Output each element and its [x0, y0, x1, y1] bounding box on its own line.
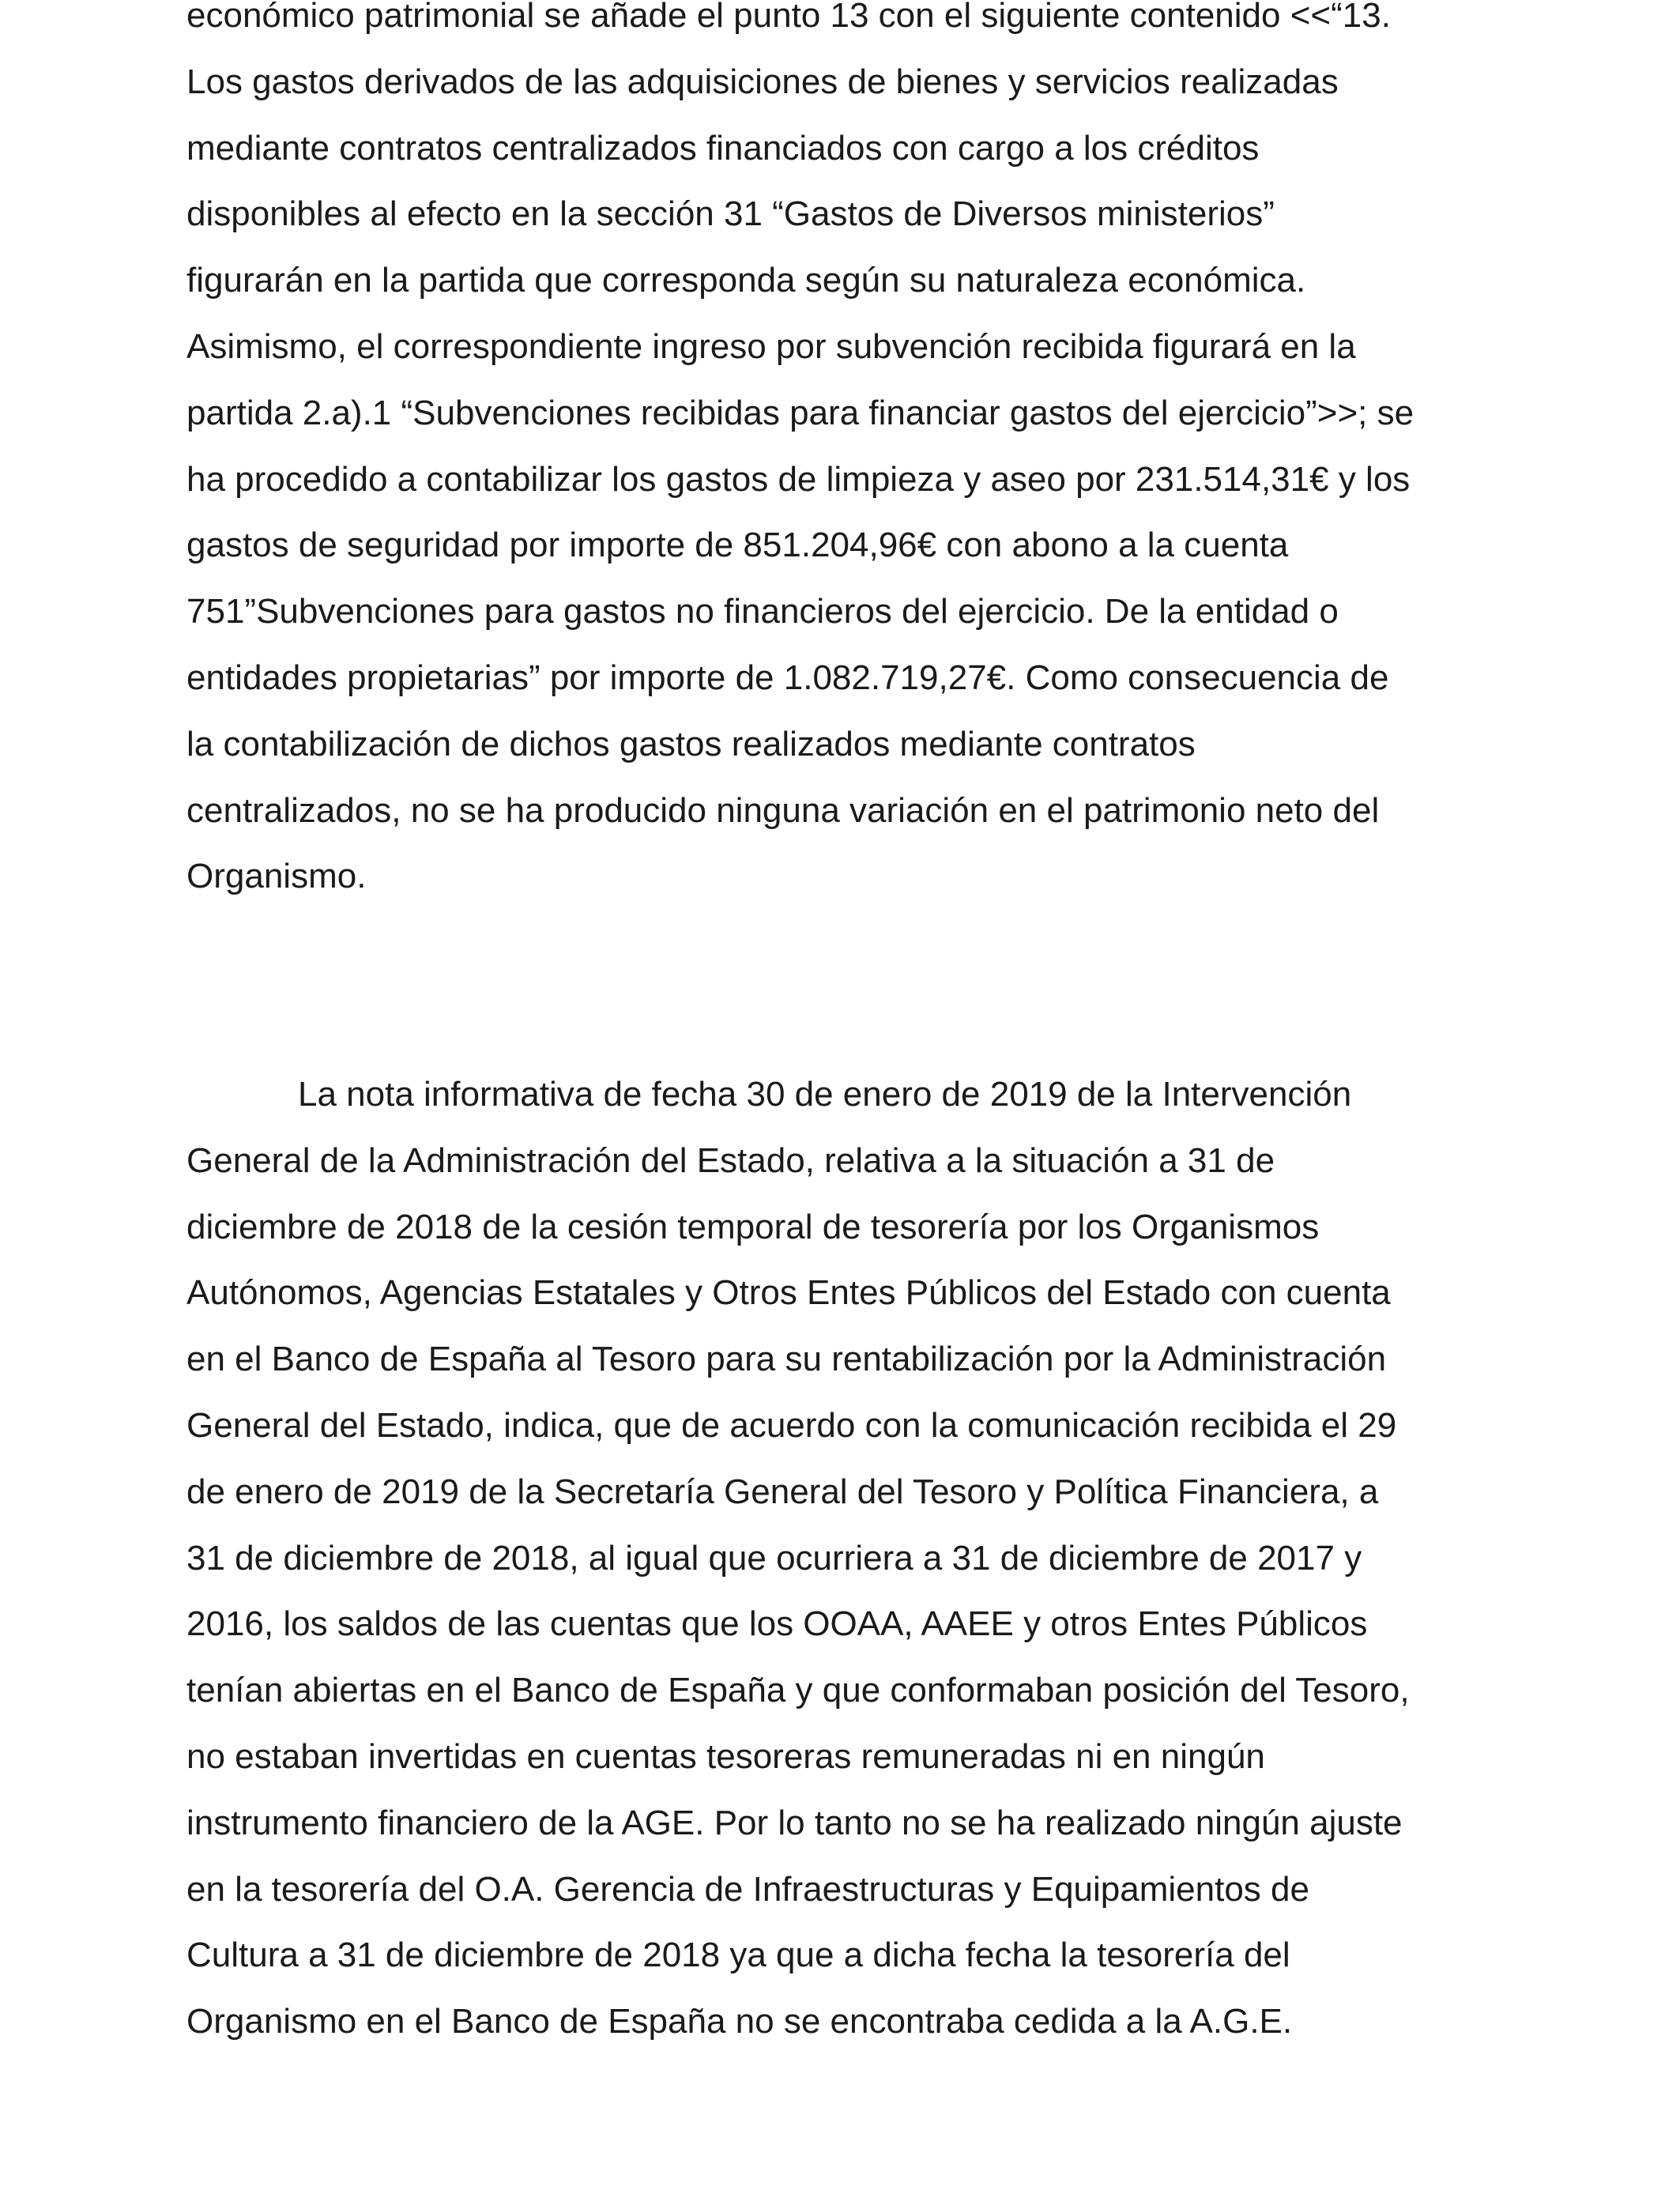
- paragraph-2-line: General del Estado, indica, que de acuerdo con la comunicación recibida el 29: [186, 1405, 1397, 1445]
- paragraph-1-line: mediante contratos centralizados financiados con cargo a los créditos: [186, 128, 1260, 168]
- paragraph-1-line: figurarán en la partida que corresponda según su naturaleza económica.: [186, 261, 1306, 300]
- paragraph-2-line: General de la Administración del Estado, relativa a la situación a 31 de: [186, 1140, 1275, 1180]
- paragraph-2-line: no estaban invertidas en cuentas tesoreras remuneradas ni en ningún: [186, 1736, 1265, 1776]
- paragraph-1-line: centralizados, no se ha producido ninguna variación en el patrimonio neto del: [186, 790, 1380, 830]
- paragraph-2-line: Autónomos, Agencias Estatales y Otros Entes Públicos del Estado con cuenta: [186, 1273, 1391, 1313]
- paragraph-2-line: Organismo en el Banco de España no se encontraba cedida a la A.G.E.: [186, 2002, 1293, 2041]
- paragraph-2-first-line: La nota informativa de fecha 30 de enero de 2019 de la Intervención: [298, 1075, 1352, 1114]
- paragraph-2-line: diciembre de 2018 de la cesión temporal de tesorería por los Organismos: [186, 1207, 1320, 1246]
- paragraph-2-line: en la tesorería del O.A. Gerencia de Infraestructuras y Equipamientos de: [186, 1869, 1309, 1909]
- paragraph-1-line: ha procedido a contabilizar los gastos de limpieza y aseo por 231.514,31€ y los: [186, 459, 1411, 499]
- paragraph-2-line: Cultura a 31 de diciembre de 2018 ya que a dicha fecha la tesorería del: [186, 1936, 1290, 1975]
- paragraph-2-line: 2016, los saldos de las cuentas que los OOAA, AAEE y otros Entes Públicos: [186, 1604, 1368, 1644]
- paragraph-1-line: Asimismo, el correspondiente ingreso por subvención recibida figurará en la: [186, 326, 1356, 366]
- paragraph-2-line: tenían abiertas en el Banco de España y que conformaban posición del Tesoro,: [186, 1671, 1410, 1710]
- paragraph-1-line: Organismo.: [186, 857, 367, 896]
- paragraph-1-line: partida 2.a).1 “Subvenciones recibidas para financiar gastos del ejercicio”>>; se: [186, 393, 1414, 432]
- paragraph-1-line: disponibles al efecto en la sección 31 “Gastos de Diversos ministerios”: [186, 194, 1275, 234]
- paragraph-1-line: gastos de seguridad por importe de 851.204,96€ con abono a la cuenta: [186, 526, 1289, 565]
- paragraph-1-line: entidades propietarias” por importe de 1.082.719,27€. Como consecuencia de: [186, 658, 1389, 697]
- paragraph-2-line: 31 de diciembre de 2018, al igual que ocurriera a 31 de diciembre de 2017 y: [186, 1538, 1362, 1578]
- paragraph-1-line: económico patrimonial se añade el punto 13 con el siguiente contenido <<“13.: [186, 0, 1391, 35]
- paragraph-2-line: en el Banco de España al Tesoro para su rentabilización por la Administración: [186, 1340, 1387, 1379]
- paragraph-1-line: Los gastos derivados de las adquisiciones de bienes y servicios realizadas: [186, 62, 1339, 101]
- paragraph-2-line: de enero de 2019 de la Secretaría General del Tesoro y Política Financiera, a: [186, 1472, 1379, 1511]
- paragraph-1: [186, 0, 1561, 910]
- paragraph-1-line: 751”Subvenciones para gastos no financieros del ejercicio. De la entidad o: [186, 592, 1339, 631]
- paragraph-2-line: instrumento financiero de la AGE. Por lo tanto no se ha realizado ningún ajuste: [186, 1803, 1403, 1842]
- paragraph-1-line: la contabilización de dichos gastos realizados mediante contratos: [186, 724, 1196, 763]
- paragraph-2: [186, 1061, 1561, 2055]
